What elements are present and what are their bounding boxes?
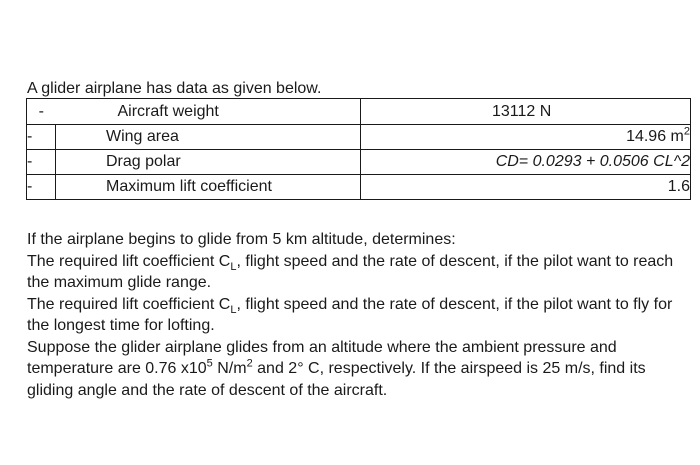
- row-dash: -: [27, 125, 56, 150]
- table-row: [27, 150, 691, 175]
- question-text: [27, 229, 687, 401]
- table-row: [27, 125, 691, 150]
- row-label-cell: [56, 150, 361, 175]
- row-label: Maximum lift coefficient: [106, 178, 272, 195]
- row-value: 1.6: [361, 175, 691, 200]
- row-dash: -: [27, 175, 56, 200]
- row-value: CD= 0.0293 + 0.0506 CL^2: [361, 150, 691, 175]
- row-dash: -: [27, 150, 56, 175]
- question-part-b: The required lift coefficient $C_L$, flight speed and the rate of descent, if the pilot want to fly for the longest time for lofting.: [27, 295, 673, 334]
- row-value-cell: [361, 125, 691, 150]
- row-dash: -: [27, 99, 56, 125]
- row-label-cell: [56, 175, 361, 200]
- question-part-c: Suppose the glider airplane glides from an altitude where the ambient pressure and temperature are 0.76 $x10^5$ $N/m^2$ and 2° C, respectively. If the airspeed is 25 m/s, find its gliding angle and the rate of descent of the aircraft.: [27, 338, 646, 399]
- row-label: Wing area: [106, 128, 179, 145]
- aircraft-data-table: [26, 98, 691, 200]
- table-row: [27, 99, 691, 125]
- row-label-cell: [56, 125, 361, 150]
- intro-text: A glider airplane has data as given below.: [27, 80, 322, 97]
- question-intro: If the airplane begins to glide from 5 km altitude, determines:: [27, 231, 456, 248]
- question-part-a: The required lift coefficient $C_L$, flight speed and the rate of descent, if the pilot want to reach the maximum glide range.: [27, 252, 674, 291]
- unit-exponent: 2: [683, 125, 690, 138]
- row-value: 14.96 m: [626, 128, 684, 145]
- table-row: [27, 175, 691, 200]
- row-value: 13112 N: [361, 99, 691, 125]
- row-label: Drag polar: [106, 153, 181, 170]
- row-label: Aircraft weight: [56, 99, 361, 125]
